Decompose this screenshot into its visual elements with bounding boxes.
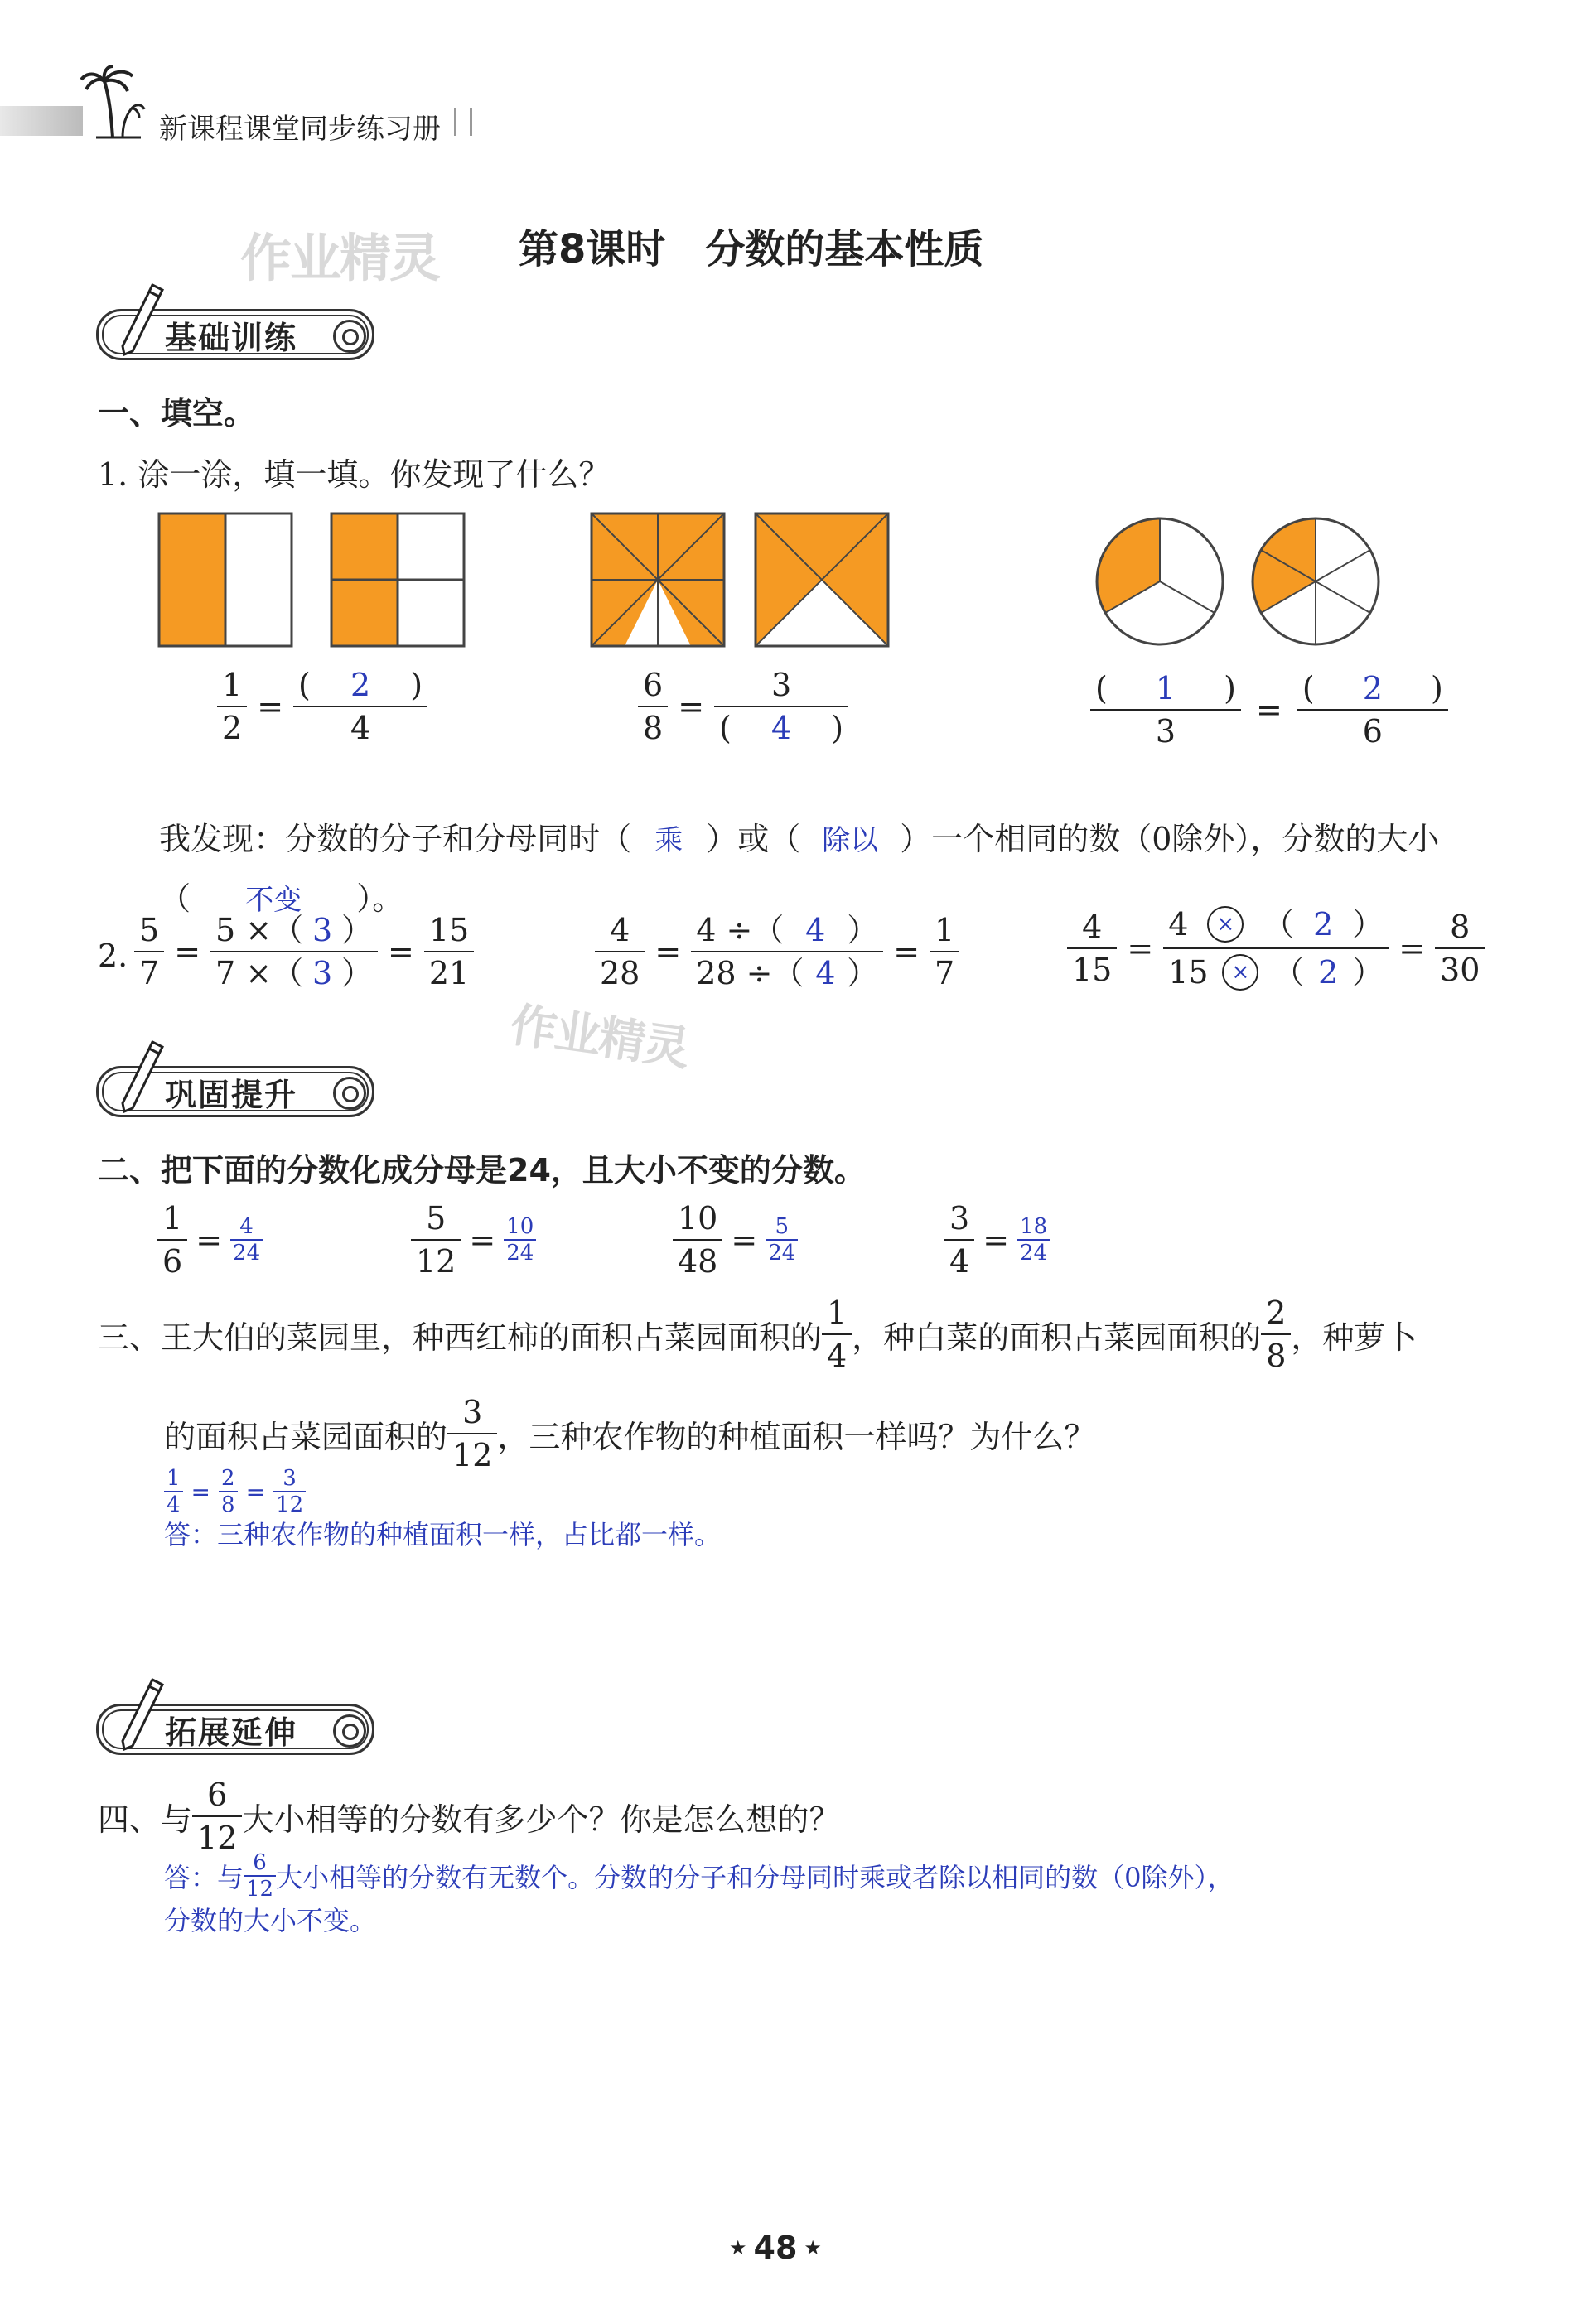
section-basic-label: 基础训练 [165,319,298,356]
pencil-icon [116,1039,166,1116]
ans-q-two-3-num[interactable]: 5 [775,1214,790,1239]
q1-heading: 一、填空。 [98,395,256,432]
ans-q-two-3-den[interactable]: 24 [766,1239,798,1264]
ring-icon [333,1714,366,1748]
square-triangles-shaded [754,512,890,648]
ans-eq-b[interactable]: 4 [770,710,792,746]
ans-multiply[interactable]: 乘 [654,824,683,857]
eq-c: ( 1 ) 3 = ( 2 ) 6 [1090,673,1448,747]
star-icon: ★ [729,2236,747,2259]
palm-tree-icon [80,65,146,142]
ans-q2a-den[interactable]: 3 [312,955,333,991]
ans-q-two-4-den[interactable]: 24 [1017,1239,1050,1264]
q-three-line-2: 的面积占菜园面积的 $\frac{3}{12}$ ，三种农作物的种植面积一样吗？为什么？ [164,1394,1096,1473]
page-number: ★ 48 ★ [729,2230,822,2266]
q2-eq-c: $\frac{4}{15}$ = 4 × （ 2 ） 15 × （ 2 ） = $\frac{8}{30}$ [1067,906,1485,991]
ans-unchanged[interactable]: 不变 [245,884,302,917]
q-four-answer-line-1[interactable]: 答：与 $\frac{6}{12}$ 大小相等的分数有无数个。分数的分子和分母同时乘或者除以相同的数（0除外）， [164,1850,1234,1902]
q-two-item-1: $\frac{1}{6}$ = $\frac{4}{24}$ [157,1203,263,1277]
q-two-heading: 二、把下面的分数化成分母是24，且大小不变的分数。 [98,1152,866,1189]
frac-1-2: $\frac{1}{2}$ [217,669,247,744]
q-two-item-3: $\frac{10}{48}$ = $\frac{5}{24}$ [673,1203,798,1277]
q2-eq-a: $\frac{5}{7}$ = 5 ×（ 3 ） 7 ×（ 3 ） = $\frac{15}{21}$ [134,914,474,989]
header-gradient-bar [0,106,83,136]
ans-q-two-2-den[interactable]: 24 [504,1239,536,1264]
q-two-items [157,1200,1152,1285]
q-three-work[interactable]: $\frac{1}{4}$ = $\frac{2}{8}$ = $\frac{3}{12}$ [164,1468,306,1516]
q-two-item-2: $\frac{5}{12}$ = $\frac{10}{24}$ [411,1203,536,1277]
eq-b: $\frac{6}{8}$ = 3 ( 4 ) [638,669,848,744]
circled-times-icon: × [1207,906,1244,943]
pencil-icon [116,282,166,359]
watermark-2: 作业精灵 [506,998,692,1077]
circled-times-icon: × [1222,954,1258,991]
header-bars [454,108,472,136]
section-consolidate-label: 巩固提升 [165,1076,298,1113]
pencil-icon [116,1676,166,1754]
ans-eq-a[interactable]: 2 [350,667,371,703]
circle-sixths-shaded [1249,515,1382,648]
ans-q2c-num[interactable]: 2 [1313,906,1334,943]
ring-icon [333,1077,366,1110]
frac-ans-6: ( 2 ) 6 [1297,673,1448,747]
star-icon: ★ [804,2236,822,2259]
ans-eq-c2[interactable]: 2 [1362,670,1383,706]
discover-line-1: 我发现：分数的分子和分母同时（ 乘 ）或（ 除以 ）一个相同的数（0除外），分数的大小 [139,777,1439,859]
frac-ans-4: ( 2 ) 4 [293,669,427,744]
q-three-line-1: 三、王大伯的菜园里，种西红柿的面积占菜园面积的 $\frac{1}{4}$ ，种白菜的面积占菜园面积的 $\frac{2}{8}$ ，种萝卜 [98,1295,1418,1374]
discover-line-2: （ 不变 ）。 [139,837,403,919]
section-extend-label: 拓展延伸 [165,1714,298,1751]
q-three-answer[interactable]: 答：三种农作物的种植面积一样，占比都一样。 [164,1519,722,1550]
q-four-answer-line-2[interactable]: 分数的大小不变。 [164,1905,377,1936]
lesson-title: 第8课时 分数的基本性质 [519,226,984,272]
ans-q2b-num[interactable]: 4 [805,912,826,948]
frac-3-ans: 3 ( 4 ) [714,669,848,744]
watermark: 作业精灵 [240,228,440,288]
q-two-item-4: $\frac{3}{4}$ = $\frac{18}{24}$ [944,1203,1050,1277]
eq-a: $\frac{1}{2}$ = ( 2 ) 4 [217,669,427,744]
q2-eq-b: $\frac{4}{28}$ = 4 ÷（ 4 ） 28 ÷（ 4 ） = $\frac{1}{7}$ [595,914,959,989]
circle-thirds-shaded [1094,515,1226,648]
square-eighths-shaded [590,512,726,648]
q2-label: 2. [98,938,128,974]
book-title: 新课程课堂同步练习册 [159,113,441,146]
frac-ans-3: ( 1 ) 3 [1090,673,1241,747]
ans-q2b-den[interactable]: 4 [815,955,836,991]
frac-6-8: $\frac{6}{8}$ [638,669,668,744]
ans-eq-c1[interactable]: 1 [1155,670,1176,706]
ans-q-two-1-den[interactable]: 24 [230,1239,263,1264]
ans-q2c-den[interactable]: 2 [1318,954,1339,991]
q1-prompt: 1. 涂一涂，填一填。你发现了什么？ [98,456,611,493]
ans-divide[interactable]: 除以 [822,824,879,857]
ans-q-two-4-num[interactable]: 18 [1020,1214,1048,1239]
ring-icon [333,320,366,353]
ans-q-two-1-num[interactable]: 4 [239,1214,254,1239]
square-half-shaded [157,512,293,648]
ans-q2a-num[interactable]: 3 [312,912,333,948]
q-four-line: 四、与 $\frac{6}{12}$ 大小相等的分数有多少个？你是怎么想的？ [98,1777,841,1856]
square-quarters-shaded [330,512,466,648]
ans-q-two-2-num[interactable]: 10 [506,1214,534,1239]
